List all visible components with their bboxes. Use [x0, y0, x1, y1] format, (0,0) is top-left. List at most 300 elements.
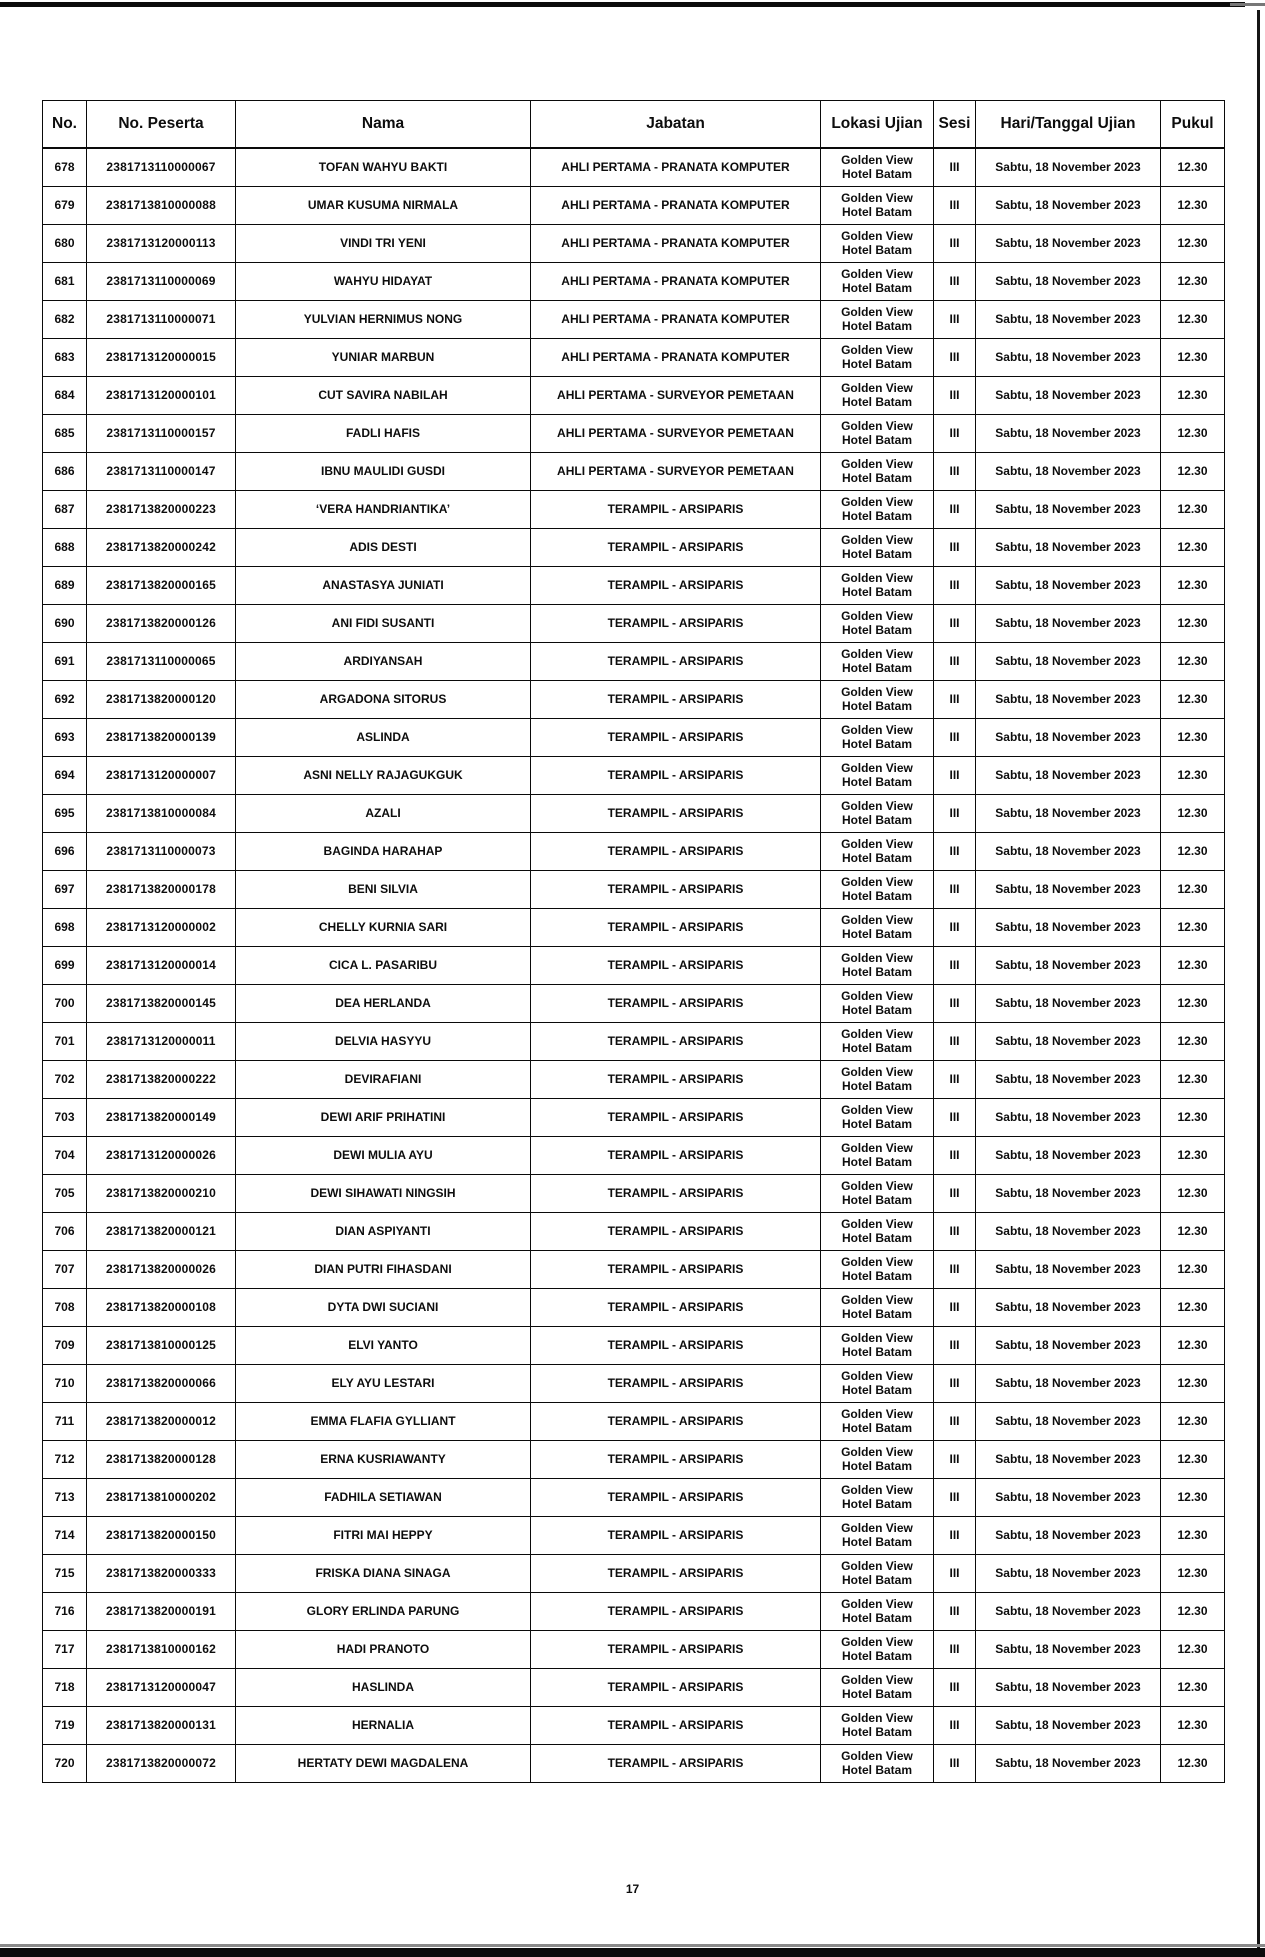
table-row [43, 567, 1225, 605]
cell-pukul: 12.30 [1161, 1327, 1225, 1365]
lokasi-line: Golden View [841, 381, 913, 396]
lokasi-line: Golden View [841, 533, 913, 548]
table-row [43, 1441, 1225, 1479]
lokasi-line: Golden View [841, 1255, 913, 1270]
cell-lokasi-ujian [821, 1555, 934, 1593]
lokasi-line: Hotel Batam [841, 1420, 912, 1435]
cell-sesi: III [934, 491, 976, 529]
cell-hari-tanggal: Sabtu, 18 November 2023 [976, 871, 1161, 909]
lokasi-line: Golden View [841, 723, 913, 738]
table-row [43, 453, 1225, 491]
cell-sesi: III [934, 1745, 976, 1783]
cell-pukul: 12.30 [1161, 301, 1225, 339]
cell-no: 718 [43, 1669, 87, 1707]
cell-sesi: III [934, 415, 976, 453]
cell-no-peserta: 2381713120000002 [87, 909, 236, 947]
table-row [43, 1023, 1225, 1061]
cell-lokasi-ujian [821, 1289, 934, 1327]
cell-sesi: III [934, 1707, 976, 1745]
cell-no-peserta: 2381713120000113 [87, 225, 236, 263]
cell-hari-tanggal: Sabtu, 18 November 2023 [976, 1479, 1161, 1517]
header-row [43, 101, 1225, 149]
lokasi-line: Golden View [841, 305, 913, 320]
cell-sesi: III [934, 1403, 976, 1441]
lokasi-line: Golden View [841, 1407, 913, 1422]
cell-hari-tanggal: Sabtu, 18 November 2023 [976, 1555, 1161, 1593]
lokasi-line: Hotel Batam [841, 242, 912, 257]
table-row [43, 1631, 1225, 1669]
table-row [43, 1479, 1225, 1517]
lokasi-line: Hotel Batam [841, 926, 912, 941]
cell-jabatan: TERAMPIL - ARSIPARIS [531, 1441, 821, 1479]
lokasi-line: Hotel Batam [841, 546, 912, 561]
cell-no: 699 [43, 947, 87, 985]
cell-nama: AZALI [236, 795, 531, 833]
cell-no-peserta: 2381713120000026 [87, 1137, 236, 1175]
cell-nama: HADI PRANOTO [236, 1631, 531, 1669]
cell-hari-tanggal: Sabtu, 18 November 2023 [976, 339, 1161, 377]
cell-no-peserta: 2381713820000128 [87, 1441, 236, 1479]
cell-lokasi-ujian [821, 1593, 934, 1631]
cell-jabatan: TERAMPIL - ARSIPARIS [531, 1555, 821, 1593]
table-row [43, 1555, 1225, 1593]
table-row [43, 757, 1225, 795]
cell-sesi: III [934, 1441, 976, 1479]
lokasi-line: Hotel Batam [841, 280, 912, 295]
cell-no-peserta: 2381713810000084 [87, 795, 236, 833]
cell-pukul: 12.30 [1161, 1023, 1225, 1061]
cell-no: 706 [43, 1213, 87, 1251]
cell-no-peserta: 2381713820000333 [87, 1555, 236, 1593]
cell-pukul: 12.30 [1161, 985, 1225, 1023]
cell-sesi: III [934, 1593, 976, 1631]
cell-no: 720 [43, 1745, 87, 1783]
cell-sesi: III [934, 263, 976, 301]
cell-lokasi-ujian [821, 757, 934, 795]
lokasi-line: Golden View [841, 267, 913, 282]
cell-no: 714 [43, 1517, 87, 1555]
cell-no-peserta: 2381713110000157 [87, 415, 236, 453]
lokasi-line: Golden View [841, 799, 913, 814]
cell-pukul: 12.30 [1161, 909, 1225, 947]
cell-no: 701 [43, 1023, 87, 1061]
lokasi-line: Golden View [841, 1217, 913, 1232]
cell-no: 692 [43, 681, 87, 719]
cell-hari-tanggal: Sabtu, 18 November 2023 [976, 1061, 1161, 1099]
cell-lokasi-ujian [821, 529, 934, 567]
cell-hari-tanggal: Sabtu, 18 November 2023 [976, 491, 1161, 529]
cell-nama: HERTATY DEWI MAGDALENA [236, 1745, 531, 1783]
cell-lokasi-ujian [821, 1175, 934, 1213]
cell-sesi: III [934, 187, 976, 225]
cell-pukul: 12.30 [1161, 1517, 1225, 1555]
cell-jabatan: AHLI PERTAMA - PRANATA KOMPUTER [531, 187, 821, 225]
cell-no: 678 [43, 148, 87, 187]
cell-nama: DEWI ARIF PRIHATINI [236, 1099, 531, 1137]
cell-pukul: 12.30 [1161, 1061, 1225, 1099]
cell-jabatan: TERAMPIL - ARSIPARIS [531, 1251, 821, 1289]
cell-hari-tanggal: Sabtu, 18 November 2023 [976, 719, 1161, 757]
cell-jabatan: TERAMPIL - ARSIPARIS [531, 491, 821, 529]
table-row [43, 491, 1225, 529]
cell-no-peserta: 2381713810000162 [87, 1631, 236, 1669]
cell-hari-tanggal: Sabtu, 18 November 2023 [976, 1669, 1161, 1707]
cell-jabatan: TERAMPIL - ARSIPARIS [531, 1289, 821, 1327]
table-row [43, 605, 1225, 643]
lokasi-line: Hotel Batam [841, 1230, 912, 1245]
cell-hari-tanggal: Sabtu, 18 November 2023 [976, 833, 1161, 871]
lokasi-line: Golden View [841, 153, 913, 168]
table-row [43, 1099, 1225, 1137]
cell-nama: CICA L. PASARIBU [236, 947, 531, 985]
cell-jabatan: TERAMPIL - ARSIPARIS [531, 1631, 821, 1669]
lokasi-line: Golden View [841, 495, 913, 510]
lokasi-line: Hotel Batam [841, 1192, 912, 1207]
cell-lokasi-ujian [821, 605, 934, 643]
scan-edge-right [1257, 10, 1260, 1957]
cell-jabatan: AHLI PERTAMA - PRANATA KOMPUTER [531, 339, 821, 377]
lokasi-line: Hotel Batam [841, 1154, 912, 1169]
cell-pukul: 12.30 [1161, 377, 1225, 415]
cell-nama: HERNALIA [236, 1707, 531, 1745]
table-row [43, 1175, 1225, 1213]
cell-lokasi-ujian [821, 187, 934, 225]
cell-sesi: III [934, 1251, 976, 1289]
cell-pukul: 12.30 [1161, 1213, 1225, 1251]
lokasi-line: Hotel Batam [841, 1078, 912, 1093]
cell-sesi: III [934, 567, 976, 605]
lokasi-line: Golden View [841, 191, 913, 206]
cell-pukul: 12.30 [1161, 491, 1225, 529]
cell-hari-tanggal: Sabtu, 18 November 2023 [976, 415, 1161, 453]
lokasi-line: Golden View [841, 1065, 913, 1080]
cell-no: 681 [43, 263, 87, 301]
cell-pukul: 12.30 [1161, 1099, 1225, 1137]
col-header-nama: Nama [236, 101, 531, 149]
cell-no: 698 [43, 909, 87, 947]
cell-lokasi-ujian [821, 909, 934, 947]
cell-sesi: III [934, 1365, 976, 1403]
cell-jabatan: TERAMPIL - ARSIPARIS [531, 1061, 821, 1099]
cell-sesi: III [934, 1289, 976, 1327]
cell-sesi: III [934, 301, 976, 339]
cell-no-peserta: 2381713820000149 [87, 1099, 236, 1137]
cell-lokasi-ujian [821, 985, 934, 1023]
lokasi-line: Hotel Batam [841, 1648, 912, 1663]
cell-sesi: III [934, 1175, 976, 1213]
cell-no: 694 [43, 757, 87, 795]
cell-lokasi-ujian [821, 1251, 934, 1289]
cell-sesi: III [934, 339, 976, 377]
cell-sesi: III [934, 1327, 976, 1365]
cell-hari-tanggal: Sabtu, 18 November 2023 [976, 1745, 1161, 1783]
cell-sesi: III [934, 148, 976, 187]
cell-no-peserta: 2381713820000121 [87, 1213, 236, 1251]
lokasi-line: Hotel Batam [841, 1382, 912, 1397]
table-row [43, 1745, 1225, 1783]
lokasi-line: Hotel Batam [841, 318, 912, 333]
cell-lokasi-ujian [821, 567, 934, 605]
table-row [43, 1365, 1225, 1403]
cell-nama: FADHILA SETIAWAN [236, 1479, 531, 1517]
cell-lokasi-ujian [821, 1745, 934, 1783]
cell-no-peserta: 2381713820000131 [87, 1707, 236, 1745]
cell-jabatan: AHLI PERTAMA - SURVEYOR PEMETAAN [531, 415, 821, 453]
cell-pukul: 12.30 [1161, 1669, 1225, 1707]
cell-pukul: 12.30 [1161, 263, 1225, 301]
cell-no-peserta: 2381713110000065 [87, 643, 236, 681]
cell-no-peserta: 2381713810000202 [87, 1479, 236, 1517]
cell-lokasi-ujian [821, 1441, 934, 1479]
cell-pukul: 12.30 [1161, 1289, 1225, 1327]
cell-sesi: III [934, 985, 976, 1023]
cell-pukul: 12.30 [1161, 1479, 1225, 1517]
scan-edge-top-tail [1230, 3, 1265, 6]
cell-jabatan: TERAMPIL - ARSIPARIS [531, 1137, 821, 1175]
cell-no: 682 [43, 301, 87, 339]
lokasi-line: Hotel Batam [841, 204, 912, 219]
lokasi-line: Golden View [841, 457, 913, 472]
cell-nama: TOFAN WAHYU BAKTI [236, 148, 531, 187]
cell-pukul: 12.30 [1161, 947, 1225, 985]
lokasi-line: Hotel Batam [841, 698, 912, 713]
cell-hari-tanggal: Sabtu, 18 November 2023 [976, 1517, 1161, 1555]
cell-nama: ‘VERA HANDRIANTIKA’ [236, 491, 531, 529]
cell-no-peserta: 2381713820000066 [87, 1365, 236, 1403]
cell-hari-tanggal: Sabtu, 18 November 2023 [976, 1175, 1161, 1213]
cell-no: 717 [43, 1631, 87, 1669]
cell-nama: DELVIA HASYYU [236, 1023, 531, 1061]
cell-pukul: 12.30 [1161, 643, 1225, 681]
cell-nama: DEWI SIHAWATI NINGSIH [236, 1175, 531, 1213]
lokasi-line: Golden View [841, 1369, 913, 1384]
cell-hari-tanggal: Sabtu, 18 November 2023 [976, 1403, 1161, 1441]
cell-nama: FITRI MAI HEPPY [236, 1517, 531, 1555]
lokasi-line: Golden View [841, 343, 913, 358]
lokasi-line: Golden View [841, 1103, 913, 1118]
cell-sesi: III [934, 681, 976, 719]
cell-no-peserta: 2381713820000145 [87, 985, 236, 1023]
cell-no-peserta: 2381713110000071 [87, 301, 236, 339]
table-row [43, 833, 1225, 871]
cell-lokasi-ujian [821, 833, 934, 871]
table-row [43, 187, 1225, 225]
cell-nama: ASLINDA [236, 719, 531, 757]
cell-sesi: III [934, 1137, 976, 1175]
cell-sesi: III [934, 225, 976, 263]
cell-nama: YULVIAN HERNIMUS NONG [236, 301, 531, 339]
col-header-jabatan: Jabatan [531, 101, 821, 149]
cell-no: 683 [43, 339, 87, 377]
cell-sesi: III [934, 377, 976, 415]
table-row [43, 985, 1225, 1023]
cell-pukul: 12.30 [1161, 1251, 1225, 1289]
lokasi-line: Golden View [841, 1179, 913, 1194]
cell-sesi: III [934, 909, 976, 947]
exam-schedule-table [42, 100, 1225, 1783]
cell-no-peserta: 2381713820000223 [87, 491, 236, 529]
cell-no-peserta: 2381713820000178 [87, 871, 236, 909]
cell-hari-tanggal: Sabtu, 18 November 2023 [976, 1251, 1161, 1289]
cell-no: 705 [43, 1175, 87, 1213]
cell-nama: DEA HERLANDA [236, 985, 531, 1023]
cell-hari-tanggal: Sabtu, 18 November 2023 [976, 985, 1161, 1023]
cell-jabatan: TERAMPIL - ARSIPARIS [531, 833, 821, 871]
lokasi-line: Hotel Batam [841, 622, 912, 637]
cell-hari-tanggal: Sabtu, 18 November 2023 [976, 757, 1161, 795]
cell-pukul: 12.30 [1161, 453, 1225, 491]
cell-lokasi-ujian [821, 301, 934, 339]
cell-jabatan: TERAMPIL - ARSIPARIS [531, 909, 821, 947]
cell-no-peserta: 2381713820000012 [87, 1403, 236, 1441]
cell-no-peserta: 2381713110000147 [87, 453, 236, 491]
lokasi-line: Hotel Batam [841, 964, 912, 979]
lokasi-line: Golden View [841, 913, 913, 928]
cell-sesi: III [934, 1479, 976, 1517]
cell-nama: ELVI YANTO [236, 1327, 531, 1365]
lokasi-line: Golden View [841, 1597, 913, 1612]
cell-lokasi-ujian [821, 1099, 934, 1137]
table-row [43, 643, 1225, 681]
cell-sesi: III [934, 1669, 976, 1707]
cell-nama: EMMA FLAFIA GYLLIANT [236, 1403, 531, 1441]
lokasi-line: Golden View [841, 1749, 913, 1764]
table-row [43, 795, 1225, 833]
lokasi-line: Hotel Batam [841, 1040, 912, 1055]
cell-hari-tanggal: Sabtu, 18 November 2023 [976, 453, 1161, 491]
cell-no-peserta: 2381713120000015 [87, 339, 236, 377]
cell-no: 689 [43, 567, 87, 605]
lokasi-line: Hotel Batam [841, 1762, 912, 1777]
cell-hari-tanggal: Sabtu, 18 November 2023 [976, 947, 1161, 985]
cell-lokasi-ujian [821, 1213, 934, 1251]
cell-pukul: 12.30 [1161, 187, 1225, 225]
cell-lokasi-ujian [821, 1365, 934, 1403]
lokasi-line: Hotel Batam [841, 1572, 912, 1587]
cell-nama: ANI FIDI SUSANTI [236, 605, 531, 643]
cell-no: 707 [43, 1251, 87, 1289]
lokasi-line: Golden View [841, 1711, 913, 1726]
cell-pukul: 12.30 [1161, 795, 1225, 833]
cell-hari-tanggal: Sabtu, 18 November 2023 [976, 1099, 1161, 1137]
cell-jabatan: TERAMPIL - ARSIPARIS [531, 605, 821, 643]
cell-hari-tanggal: Sabtu, 18 November 2023 [976, 225, 1161, 263]
cell-lokasi-ujian [821, 947, 934, 985]
cell-lokasi-ujian [821, 453, 934, 491]
cell-jabatan: AHLI PERTAMA - PRANATA KOMPUTER [531, 148, 821, 187]
cell-lokasi-ujian [821, 1061, 934, 1099]
cell-no: 709 [43, 1327, 87, 1365]
cell-pukul: 12.30 [1161, 567, 1225, 605]
cell-nama: YUNIAR MARBUN [236, 339, 531, 377]
cell-jabatan: TERAMPIL - ARSIPARIS [531, 757, 821, 795]
lokasi-line: Hotel Batam [841, 394, 912, 409]
cell-no-peserta: 2381713110000069 [87, 263, 236, 301]
cell-no-peserta: 2381713820000210 [87, 1175, 236, 1213]
lokasi-line: Hotel Batam [841, 508, 912, 523]
table-row [43, 301, 1225, 339]
lokasi-line: Golden View [841, 609, 913, 624]
cell-sesi: III [934, 605, 976, 643]
cell-no: 711 [43, 1403, 87, 1441]
table-row [43, 1403, 1225, 1441]
cell-jabatan: TERAMPIL - ARSIPARIS [531, 1707, 821, 1745]
scan-edge-top [0, 2, 1245, 7]
cell-hari-tanggal: Sabtu, 18 November 2023 [976, 263, 1161, 301]
cell-jabatan: AHLI PERTAMA - SURVEYOR PEMETAAN [531, 453, 821, 491]
cell-hari-tanggal: Sabtu, 18 November 2023 [976, 1365, 1161, 1403]
cell-hari-tanggal: Sabtu, 18 November 2023 [976, 377, 1161, 415]
cell-no: 695 [43, 795, 87, 833]
cell-lokasi-ujian [821, 1517, 934, 1555]
cell-hari-tanggal: Sabtu, 18 November 2023 [976, 1289, 1161, 1327]
cell-no: 702 [43, 1061, 87, 1099]
cell-no: 716 [43, 1593, 87, 1631]
lokasi-line: Golden View [841, 875, 913, 890]
scan-edge-bottom [0, 1948, 1265, 1957]
table-row [43, 871, 1225, 909]
lokasi-line: Hotel Batam [841, 1458, 912, 1473]
table-row [43, 681, 1225, 719]
cell-jabatan: TERAMPIL - ARSIPARIS [531, 947, 821, 985]
cell-sesi: III [934, 453, 976, 491]
cell-nama: ARDIYANSAH [236, 643, 531, 681]
table-row [43, 719, 1225, 757]
cell-jabatan: TERAMPIL - ARSIPARIS [531, 1365, 821, 1403]
lokasi-line: Hotel Batam [841, 660, 912, 675]
cell-pukul: 12.30 [1161, 681, 1225, 719]
cell-no: 687 [43, 491, 87, 529]
cell-no: 710 [43, 1365, 87, 1403]
cell-nama: CHELLY KURNIA SARI [236, 909, 531, 947]
cell-jabatan: TERAMPIL - ARSIPARIS [531, 871, 821, 909]
cell-no: 713 [43, 1479, 87, 1517]
table-row [43, 1669, 1225, 1707]
cell-hari-tanggal: Sabtu, 18 November 2023 [976, 1593, 1161, 1631]
cell-no-peserta: 2381713820000072 [87, 1745, 236, 1783]
cell-no: 679 [43, 187, 87, 225]
cell-nama: WAHYU HIDAYAT [236, 263, 531, 301]
cell-nama: VINDI TRI YENI [236, 225, 531, 263]
cell-no: 680 [43, 225, 87, 263]
lokasi-line: Golden View [841, 1331, 913, 1346]
cell-no: 697 [43, 871, 87, 909]
lokasi-line: Hotel Batam [841, 1534, 912, 1549]
cell-jabatan: TERAMPIL - ARSIPARIS [531, 1023, 821, 1061]
cell-nama: DIAN PUTRI FIHASDANI [236, 1251, 531, 1289]
cell-lokasi-ujian [821, 1669, 934, 1707]
cell-pukul: 12.30 [1161, 529, 1225, 567]
cell-lokasi-ujian [821, 1403, 934, 1441]
cell-pukul: 12.30 [1161, 1555, 1225, 1593]
cell-pukul: 12.30 [1161, 1631, 1225, 1669]
cell-nama: HASLINDA [236, 1669, 531, 1707]
cell-jabatan: TERAMPIL - ARSIPARIS [531, 719, 821, 757]
cell-nama: DIAN ASPIYANTI [236, 1213, 531, 1251]
cell-no-peserta: 2381713120000047 [87, 1669, 236, 1707]
cell-jabatan: TERAMPIL - ARSIPARIS [531, 567, 821, 605]
table-row [43, 377, 1225, 415]
cell-sesi: III [934, 1099, 976, 1137]
table-row [43, 263, 1225, 301]
cell-no-peserta: 2381713820000120 [87, 681, 236, 719]
lokasi-line: Golden View [841, 951, 913, 966]
cell-lokasi-ujian [821, 719, 934, 757]
cell-lokasi-ujian [821, 339, 934, 377]
lokasi-line: Golden View [841, 1521, 913, 1536]
cell-pukul: 12.30 [1161, 719, 1225, 757]
table-row [43, 225, 1225, 263]
